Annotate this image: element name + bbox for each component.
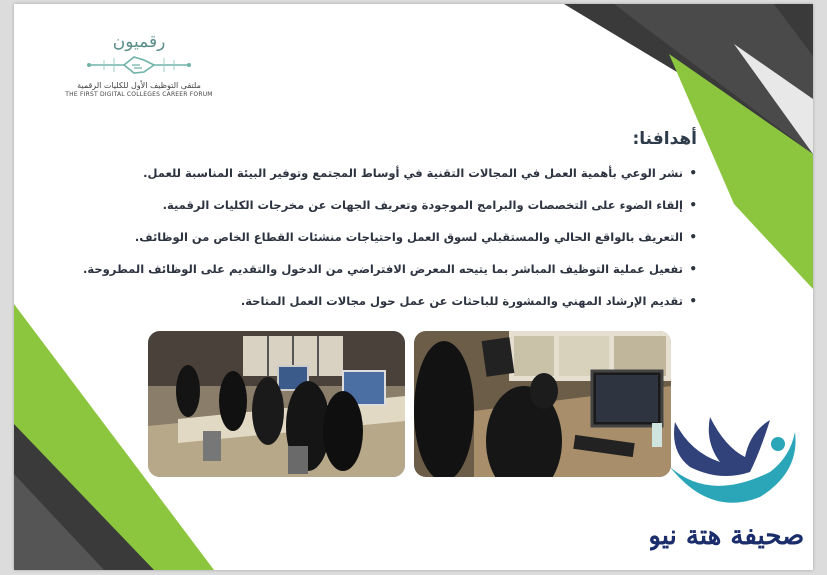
goal-item — [83, 259, 697, 291]
goal-text: تقديم الإرشاد المهني والمشورة للباحثات عن عمل حول مجالات العمل المتاحة. — [240, 294, 683, 308]
logo-name: رقميون — [112, 32, 166, 52]
logo-subtitle-en: THE FIRST DIGITAL COLLEGES CAREER FORUM — [65, 91, 213, 98]
goals-section — [83, 129, 697, 323]
logo-subtitle-ar: ملتقى التوظيف الأول للكليات الرقمية — [77, 81, 201, 90]
goal-item — [137, 291, 697, 323]
bullet-icon: • — [689, 166, 697, 180]
goal-item — [137, 195, 697, 227]
goal-text: تفعيل عملية التوظيف المباشر بما يتيحه المعرض الافتراضي من الدخول والتقديم على الوظائف المطروحة. — [83, 262, 683, 276]
handshake-icon — [84, 52, 194, 78]
photo-lab-image — [148, 331, 405, 477]
goal-item — [134, 227, 697, 259]
watermark-text: صحيفة هتة نيوز — [650, 521, 805, 551]
photo-desk-image — [414, 331, 671, 477]
goal-item — [137, 163, 697, 195]
bullet-icon: • — [689, 230, 697, 244]
news-logo-icon — [650, 412, 810, 562]
watermark-logo — [650, 412, 810, 562]
photo-computer-lab — [148, 331, 405, 477]
goal-text: نشر الوعي بأهمية العمل في المجالات التقنية في أوساط المجتمع وتوفير البيئة المناسبة للعمل. — [143, 166, 683, 180]
bullet-icon: • — [689, 198, 697, 212]
bullet-icon: • — [689, 294, 697, 308]
goal-text: إلقاء الضوء على التخصصات والبرامج الموجودة وتعريف الجهات عن مخرجات الكليات الرقمية. — [162, 198, 683, 212]
goals-title: أهدافنا: — [632, 129, 697, 149]
forum-logo — [44, 24, 234, 114]
photo-job-fair — [414, 331, 671, 477]
goal-text: التعريف بالواقع الحالي والمستقبلي لسوق العمل واحتياجات منشئات القطاع الخاص من الوظائف. — [134, 230, 683, 244]
bullet-icon: • — [689, 262, 697, 276]
